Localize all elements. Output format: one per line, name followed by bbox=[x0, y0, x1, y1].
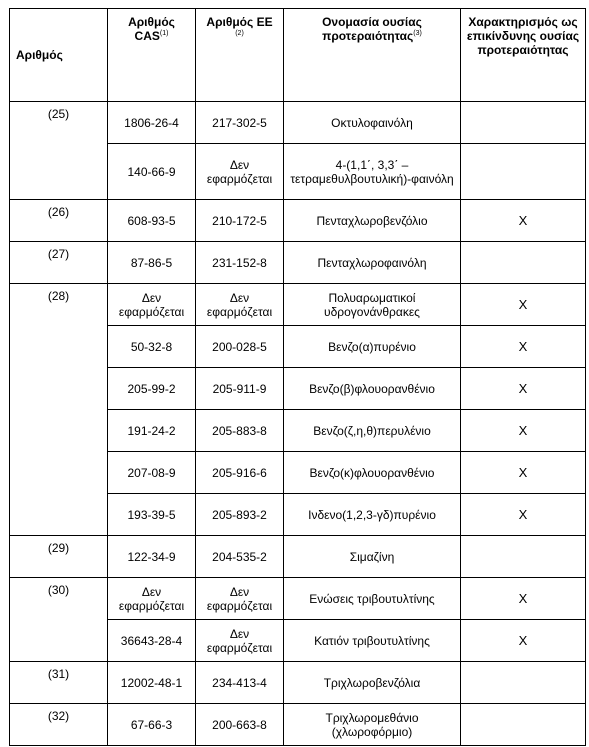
substance-name-cell: Βενζο(α)πυρένιο bbox=[284, 326, 461, 368]
table-row bbox=[10, 536, 586, 578]
substance-name-cell: Πολυαρωματικοί υδρογονάνθρακες bbox=[284, 284, 461, 326]
table-header-row bbox=[10, 9, 586, 102]
table-row bbox=[10, 704, 586, 746]
substance-name-cell: Βενζο(ζ,η,θ)περυλένιο bbox=[284, 410, 461, 452]
cas-number-cell: 207-08-9 bbox=[108, 452, 196, 494]
ec-number-cell: 210-172-5 bbox=[196, 200, 284, 242]
header-name bbox=[284, 9, 461, 102]
hazard-flag-cell bbox=[461, 662, 586, 704]
substance-number-cell: (32) bbox=[10, 704, 108, 746]
table-row bbox=[10, 284, 586, 326]
substance-number-cell: (29) bbox=[10, 536, 108, 578]
header-name-footnote: (3) bbox=[413, 30, 422, 37]
cas-number-cell: 36643-28-4 bbox=[108, 620, 196, 662]
hazard-flag-cell bbox=[461, 242, 586, 284]
substance-name-cell: Πενταχλωροφαινόλη bbox=[284, 242, 461, 284]
substance-name-cell: Τριχλωροβενζόλια bbox=[284, 662, 461, 704]
substance-name-cell: Βενζο(β)φλουορανθένιο bbox=[284, 368, 461, 410]
header-cas bbox=[108, 9, 196, 102]
header-number: Αριθμός bbox=[10, 9, 108, 102]
header-ec-label: Αριθμός ΕΕ bbox=[206, 15, 273, 29]
cas-number-cell: 205-99-2 bbox=[108, 368, 196, 410]
table-row bbox=[10, 578, 586, 620]
cas-number-cell: 67-66-3 bbox=[108, 704, 196, 746]
hazard-flag-cell: X bbox=[461, 410, 586, 452]
substance-number-cell: (27) bbox=[10, 242, 108, 284]
cas-number-cell: 122-34-9 bbox=[108, 536, 196, 578]
cas-number-cell: 50-32-8 bbox=[108, 326, 196, 368]
header-ec-footnote: (2) bbox=[235, 30, 244, 37]
hazard-flag-cell bbox=[461, 102, 586, 144]
ec-number-cell: 234-413-4 bbox=[196, 662, 284, 704]
header-ec bbox=[196, 9, 284, 102]
substance-number-cell: (25) bbox=[10, 102, 108, 200]
header-hazard: Χαρακτηρισμός ως επικίνδυνης ουσίας προτεραιότητας bbox=[461, 9, 586, 102]
table-row bbox=[10, 662, 586, 704]
substance-name-cell: 4-(1,1΄, 3,3΄ – τετραμεθυλβουτυλική)-φαινόλη bbox=[284, 144, 461, 200]
ec-number-cell: 231-152-8 bbox=[196, 242, 284, 284]
cas-number-cell: 608-93-5 bbox=[108, 200, 196, 242]
ec-number-cell: 205-883-8 bbox=[196, 410, 284, 452]
table-body bbox=[10, 102, 586, 746]
ec-number-cell: Δεν εφαρμόζεται bbox=[196, 620, 284, 662]
ec-number-cell: 205-916-6 bbox=[196, 452, 284, 494]
substance-name-cell: Κατιόν τριβουτυλτίνης bbox=[284, 620, 461, 662]
hazard-flag-cell: X bbox=[461, 326, 586, 368]
header-cas-label: Αριθμός CAS bbox=[128, 15, 175, 43]
ec-number-cell: Δεν εφαρμόζεται bbox=[196, 144, 284, 200]
ec-number-cell: 200-028-5 bbox=[196, 326, 284, 368]
substance-name-cell: Βενζο(κ)φλουορανθένιο bbox=[284, 452, 461, 494]
hazard-flag-cell: X bbox=[461, 494, 586, 536]
substance-number-cell: (30) bbox=[10, 578, 108, 662]
cas-number-cell: 87-86-5 bbox=[108, 242, 196, 284]
table-row bbox=[10, 200, 586, 242]
priority-substances-table bbox=[9, 8, 586, 746]
ec-number-cell: 217-302-5 bbox=[196, 102, 284, 144]
ec-number-cell: Δεν εφαρμόζεται bbox=[196, 284, 284, 326]
hazard-flag-cell: X bbox=[461, 452, 586, 494]
hazard-flag-cell: X bbox=[461, 578, 586, 620]
hazard-flag-cell: X bbox=[461, 620, 586, 662]
hazard-flag-cell bbox=[461, 704, 586, 746]
hazard-flag-cell: X bbox=[461, 284, 586, 326]
cas-number-cell: 191-24-2 bbox=[108, 410, 196, 452]
substance-name-cell: Πενταχλωροβενζόλιο bbox=[284, 200, 461, 242]
hazard-flag-cell bbox=[461, 536, 586, 578]
substance-name-cell: Οκτυλοφαινόλη bbox=[284, 102, 461, 144]
cas-number-cell: 1806-26-4 bbox=[108, 102, 196, 144]
substance-number-cell: (31) bbox=[10, 662, 108, 704]
substance-name-cell: Τριχλωρομεθάνιο (χλωροφόρμιο) bbox=[284, 704, 461, 746]
ec-number-cell: 205-911-9 bbox=[196, 368, 284, 410]
substance-name-cell: Σιμαζίνη bbox=[284, 536, 461, 578]
table-row bbox=[10, 102, 586, 144]
ec-number-cell: 205-893-2 bbox=[196, 494, 284, 536]
hazard-flag-cell: X bbox=[461, 368, 586, 410]
cas-number-cell: Δεν εφαρμόζεται bbox=[108, 578, 196, 620]
ec-number-cell: Δεν εφαρμόζεται bbox=[196, 578, 284, 620]
substance-number-cell: (28) bbox=[10, 284, 108, 536]
cas-number-cell: 12002-48-1 bbox=[108, 662, 196, 704]
header-name-label: Ονομασία ουσίας προτεραιότητας bbox=[322, 15, 422, 43]
substance-name-cell: Ινδενο(1,2,3-γδ)πυρένιο bbox=[284, 494, 461, 536]
cas-number-cell: Δεν εφαρμόζεται bbox=[108, 284, 196, 326]
hazard-flag-cell bbox=[461, 144, 586, 200]
hazard-flag-cell: X bbox=[461, 200, 586, 242]
cas-number-cell: 140-66-9 bbox=[108, 144, 196, 200]
substance-number-cell: (26) bbox=[10, 200, 108, 242]
cas-number-cell: 193-39-5 bbox=[108, 494, 196, 536]
ec-number-cell: 204-535-2 bbox=[196, 536, 284, 578]
header-cas-footnote: (1) bbox=[159, 30, 169, 37]
table-row bbox=[10, 242, 586, 284]
substance-name-cell: Ενώσεις τριβουτυλτίνης bbox=[284, 578, 461, 620]
ec-number-cell: 200-663-8 bbox=[196, 704, 284, 746]
